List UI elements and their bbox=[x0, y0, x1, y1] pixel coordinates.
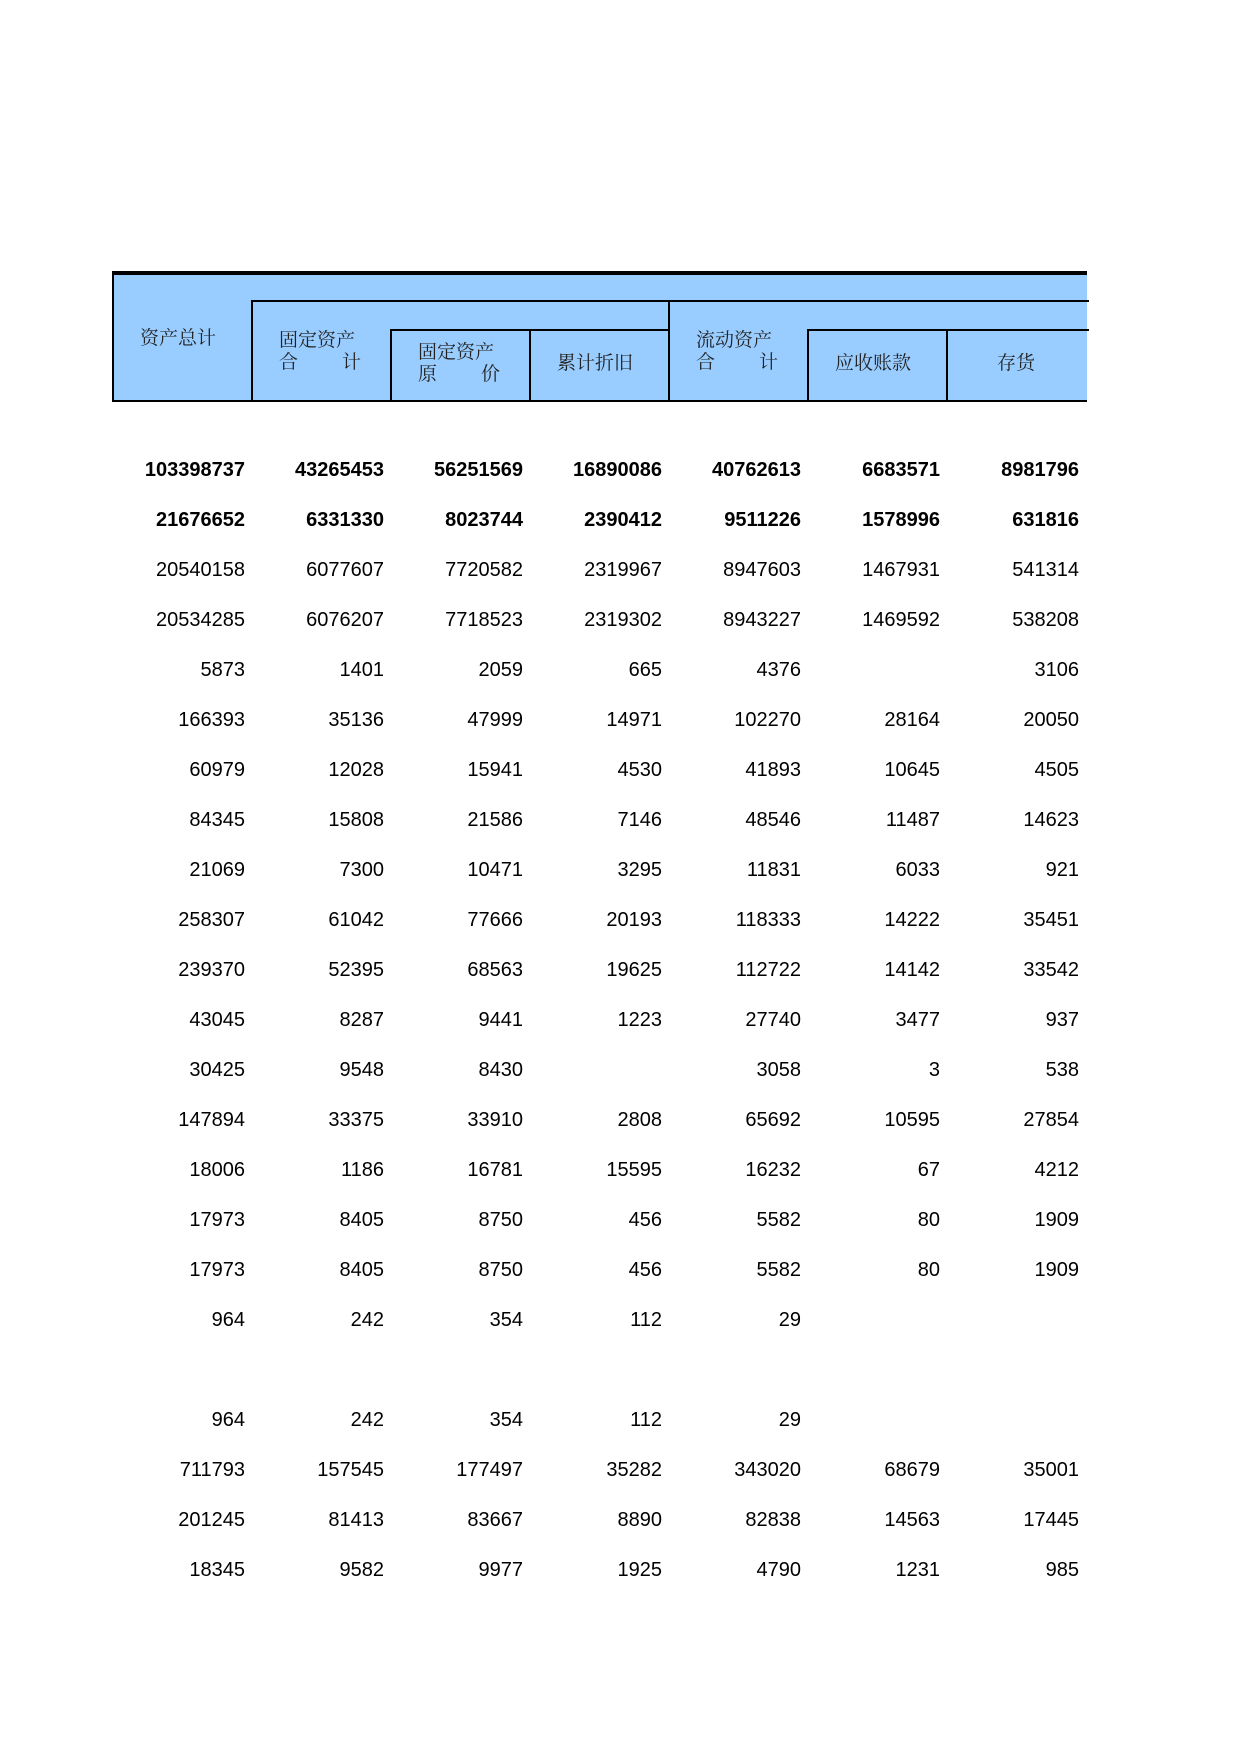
table-cell[interactable]: 2319967 bbox=[584, 559, 662, 581]
table-cell[interactable]: 242 bbox=[350, 1309, 384, 1331]
table-cell[interactable]: 8981796 bbox=[1001, 459, 1079, 481]
table-cell[interactable]: 9977 bbox=[478, 1559, 523, 1581]
table-cell[interactable]: 8947603 bbox=[723, 559, 801, 581]
table-row bbox=[112, 1560, 1087, 1610]
table-row bbox=[112, 1510, 1087, 1560]
table-cell[interactable]: 28164 bbox=[884, 709, 940, 731]
table-cell[interactable]: 538 bbox=[1045, 1059, 1079, 1081]
header-fixed-assets-total: 固定资产 合 计 bbox=[279, 329, 361, 373]
table-cell[interactable]: 20540158 bbox=[156, 559, 245, 581]
table-cell[interactable]: 30425 bbox=[189, 1059, 245, 1081]
table-cell[interactable]: 4790 bbox=[756, 1559, 801, 1581]
table-cell[interactable]: 964 bbox=[211, 1309, 245, 1331]
table-cell[interactable]: 65692 bbox=[745, 1109, 801, 1131]
table-cell[interactable]: 343020 bbox=[734, 1459, 801, 1481]
table-row bbox=[112, 1260, 1087, 1310]
header-divider bbox=[668, 300, 670, 402]
table-cell[interactable]: 6077607 bbox=[306, 559, 384, 581]
table-cell[interactable]: 9582 bbox=[339, 1559, 384, 1581]
table-cell[interactable]: 16781 bbox=[467, 1159, 523, 1181]
table-cell[interactable]: 14222 bbox=[884, 909, 940, 931]
table-cell[interactable]: 6033 bbox=[895, 859, 940, 881]
table-cell[interactable]: 2808 bbox=[617, 1109, 662, 1131]
table-cell[interactable]: 19625 bbox=[606, 959, 662, 981]
table-cell[interactable]: 29 bbox=[778, 1409, 801, 1431]
table-cell[interactable]: 33910 bbox=[467, 1109, 523, 1131]
table-cell[interactable]: 354 bbox=[489, 1409, 523, 1431]
table-cell[interactable]: 118333 bbox=[735, 909, 801, 931]
table-cell[interactable]: 1231 bbox=[895, 1559, 940, 1581]
table-cell[interactable]: 20193 bbox=[606, 909, 662, 931]
table-row bbox=[112, 1210, 1087, 1260]
table-cell[interactable]: 8430 bbox=[478, 1059, 523, 1081]
header-divider bbox=[390, 329, 670, 331]
empty-row bbox=[112, 1360, 1087, 1410]
table-cell[interactable]: 964 bbox=[211, 1409, 245, 1431]
table-cell[interactable]: 9511226 bbox=[724, 509, 801, 531]
table-cell[interactable]: 80 bbox=[917, 1209, 940, 1231]
table-cell[interactable]: 10595 bbox=[884, 1109, 940, 1131]
table-cell[interactable]: 1186 bbox=[340, 1159, 384, 1181]
table-cell[interactable]: 43045 bbox=[189, 1009, 245, 1031]
table-cell[interactable]: 8943227 bbox=[723, 609, 801, 631]
table-cell[interactable]: 35451 bbox=[1023, 909, 1079, 931]
table-cell[interactable]: 17973 bbox=[189, 1209, 245, 1231]
table-cell[interactable]: 5582 bbox=[756, 1209, 801, 1231]
table-cell[interactable]: 35282 bbox=[606, 1459, 662, 1481]
table-cell[interactable]: 6076207 bbox=[306, 609, 384, 631]
table-cell[interactable]: 3295 bbox=[617, 859, 662, 881]
table-cell[interactable]: 27854 bbox=[1023, 1109, 1079, 1131]
table-cell[interactable]: 711793 bbox=[179, 1459, 245, 1481]
table-cell[interactable]: 8405 bbox=[339, 1209, 384, 1231]
header-accounts-receivable: 应收账款 bbox=[835, 352, 912, 374]
table-cell[interactable]: 242 bbox=[350, 1409, 384, 1431]
table-cell[interactable]: 61042 bbox=[328, 909, 384, 931]
header-divider bbox=[390, 329, 392, 402]
table-cell[interactable]: 81413 bbox=[328, 1509, 384, 1531]
table-cell[interactable]: 18006 bbox=[189, 1159, 245, 1181]
table-cell[interactable]: 83667 bbox=[467, 1509, 523, 1531]
table-cell[interactable]: 4212 bbox=[1034, 1159, 1079, 1181]
table-cell[interactable]: 52395 bbox=[328, 959, 384, 981]
table-cell[interactable]: 18345 bbox=[189, 1559, 245, 1581]
table-cell[interactable]: 1578996 bbox=[862, 509, 940, 531]
header-accumulated-depreciation: 累计折旧 bbox=[557, 352, 634, 374]
table-cell[interactable]: 8287 bbox=[339, 1009, 384, 1031]
table-cell[interactable]: 1925 bbox=[617, 1559, 662, 1581]
table-cell[interactable]: 354 bbox=[489, 1309, 523, 1331]
table-cell[interactable]: 7300 bbox=[339, 859, 384, 881]
table-cell[interactable]: 20050 bbox=[1023, 709, 1079, 731]
table-cell[interactable]: 157545 bbox=[317, 1459, 384, 1481]
table-cell[interactable]: 3106 bbox=[1034, 659, 1079, 681]
table-row bbox=[112, 1410, 1087, 1460]
table-row bbox=[112, 560, 1087, 610]
header-divider bbox=[946, 329, 948, 402]
table-cell[interactable]: 67 bbox=[917, 1159, 940, 1181]
table-cell[interactable]: 80 bbox=[917, 1259, 940, 1281]
table-cell[interactable]: 5582 bbox=[756, 1259, 801, 1281]
table-cell[interactable]: 112 bbox=[630, 1309, 662, 1331]
table-cell[interactable]: 10471 bbox=[467, 859, 523, 881]
table-cell[interactable]: 35136 bbox=[328, 709, 384, 731]
table-cell[interactable]: 16232 bbox=[745, 1159, 801, 1181]
table-cell[interactable]: 2390412 bbox=[584, 509, 662, 531]
table-row bbox=[112, 1060, 1087, 1110]
table-cell[interactable]: 103398737 bbox=[144, 459, 245, 481]
table-cell[interactable]: 21069 bbox=[189, 859, 245, 881]
table-cell[interactable]: 8890 bbox=[617, 1509, 662, 1531]
table-cell[interactable]: 4376 bbox=[756, 659, 801, 681]
table-row bbox=[112, 1160, 1087, 1210]
table-cell[interactable]: 1469592 bbox=[862, 609, 940, 631]
header-divider bbox=[251, 300, 1089, 302]
table-cell[interactable]: 43265453 bbox=[295, 459, 384, 481]
table-cell[interactable]: 6683571 bbox=[862, 459, 940, 481]
table-cell[interactable]: 33375 bbox=[328, 1109, 384, 1131]
table-row bbox=[112, 460, 1087, 510]
table-cell[interactable]: 7146 bbox=[617, 809, 662, 831]
table-cell[interactable]: 8405 bbox=[339, 1259, 384, 1281]
table-row bbox=[112, 710, 1087, 760]
table-cell[interactable]: 68679 bbox=[884, 1459, 940, 1481]
table-cell[interactable]: 11487 bbox=[885, 809, 940, 831]
table-cell[interactable]: 21676652 bbox=[156, 509, 245, 531]
header-divider bbox=[251, 300, 253, 402]
table-cell[interactable]: 15808 bbox=[328, 809, 384, 831]
table-body bbox=[112, 460, 1087, 1610]
table-row bbox=[112, 660, 1087, 710]
table-cell[interactable]: 15941 bbox=[467, 759, 523, 781]
table-cell[interactable]: 17973 bbox=[189, 1259, 245, 1281]
table-cell[interactable]: 4530 bbox=[617, 759, 662, 781]
table-cell[interactable]: 631816 bbox=[1012, 509, 1079, 531]
table-cell[interactable]: 985 bbox=[1045, 1559, 1079, 1581]
table-row bbox=[112, 1310, 1087, 1360]
table-row bbox=[112, 1010, 1087, 1060]
header-fixed-assets-original: 固定资产 原 价 bbox=[418, 341, 500, 385]
table-cell[interactable]: 3058 bbox=[756, 1059, 801, 1081]
table-cell[interactable]: 201245 bbox=[178, 1509, 245, 1531]
table-row bbox=[112, 960, 1087, 1010]
table-row bbox=[112, 860, 1087, 910]
table-row bbox=[112, 510, 1087, 560]
table-cell[interactable]: 112722 bbox=[735, 959, 801, 981]
table-cell[interactable]: 35001 bbox=[1023, 1459, 1079, 1481]
table-cell[interactable]: 14971 bbox=[606, 709, 662, 731]
table-cell[interactable]: 6331330 bbox=[306, 509, 384, 531]
table-cell[interactable]: 15595 bbox=[606, 1159, 662, 1181]
table-cell[interactable]: 3477 bbox=[895, 1009, 940, 1031]
table-cell[interactable]: 9548 bbox=[339, 1059, 384, 1081]
table-cell[interactable]: 77666 bbox=[467, 909, 523, 931]
table-cell[interactable]: 40762613 bbox=[712, 459, 801, 481]
header-divider bbox=[807, 329, 1089, 331]
table-cell[interactable]: 7718523 bbox=[445, 609, 523, 631]
table-cell[interactable]: 1909 bbox=[1034, 1259, 1079, 1281]
table-cell[interactable]: 82838 bbox=[745, 1509, 801, 1531]
table-cell[interactable]: 1909 bbox=[1034, 1209, 1079, 1231]
table-cell[interactable]: 84345 bbox=[189, 809, 245, 831]
table-cell[interactable]: 48546 bbox=[745, 809, 801, 831]
header-current-assets-total: 流动资产 合 计 bbox=[696, 329, 778, 373]
table-cell[interactable]: 8750 bbox=[478, 1209, 523, 1231]
header-divider bbox=[529, 329, 531, 402]
table-cell[interactable]: 147894 bbox=[178, 1109, 245, 1131]
table-cell[interactable]: 2059 bbox=[478, 659, 523, 681]
header-total-assets: 资产总计 bbox=[140, 327, 217, 349]
table-cell[interactable]: 541314 bbox=[1012, 559, 1079, 581]
table-header bbox=[112, 271, 1087, 402]
table-cell[interactable]: 3 bbox=[928, 1059, 940, 1081]
table-cell[interactable]: 1467931 bbox=[862, 559, 940, 581]
table-row bbox=[112, 760, 1087, 810]
table-cell[interactable]: 456 bbox=[628, 1259, 662, 1281]
table-cell[interactable]: 20534285 bbox=[156, 609, 245, 631]
table-cell[interactable]: 68563 bbox=[467, 959, 523, 981]
table-cell[interactable]: 14623 bbox=[1023, 809, 1079, 831]
header-inventory: 存货 bbox=[997, 352, 1036, 374]
table-row bbox=[112, 1460, 1087, 1510]
table-cell[interactable]: 7720582 bbox=[445, 559, 523, 581]
table-cell[interactable]: 17445 bbox=[1023, 1509, 1079, 1531]
table-cell[interactable]: 665 bbox=[628, 659, 662, 681]
table-cell[interactable]: 5873 bbox=[200, 659, 245, 681]
table-cell[interactable]: 14142 bbox=[884, 959, 940, 981]
table-cell[interactable]: 2319302 bbox=[584, 609, 662, 631]
table-cell[interactable]: 1223 bbox=[617, 1009, 662, 1031]
table-row bbox=[112, 1110, 1087, 1160]
table-cell[interactable]: 8750 bbox=[478, 1259, 523, 1281]
table-cell[interactable]: 937 bbox=[1045, 1009, 1079, 1031]
table-cell[interactable]: 258307 bbox=[178, 909, 245, 931]
table-cell[interactable]: 12028 bbox=[328, 759, 384, 781]
table-cell[interactable]: 11831 bbox=[746, 859, 801, 881]
table-cell[interactable]: 177497 bbox=[456, 1459, 523, 1481]
table-cell[interactable]: 27740 bbox=[745, 1009, 801, 1031]
table-cell[interactable]: 60979 bbox=[189, 759, 245, 781]
table-cell[interactable]: 41893 bbox=[745, 759, 801, 781]
table-cell[interactable]: 538208 bbox=[1012, 609, 1079, 631]
table-cell[interactable]: 10645 bbox=[884, 759, 940, 781]
table-cell[interactable]: 33542 bbox=[1023, 959, 1079, 981]
table-cell[interactable]: 16890086 bbox=[573, 459, 662, 481]
table-cell[interactable]: 921 bbox=[1045, 859, 1079, 881]
table-row bbox=[112, 610, 1087, 660]
table-cell[interactable]: 1401 bbox=[339, 659, 384, 681]
table-cell[interactable]: 9441 bbox=[478, 1009, 523, 1031]
table-cell[interactable]: 8023744 bbox=[445, 509, 523, 531]
table-cell[interactable]: 14563 bbox=[884, 1509, 940, 1531]
table-cell[interactable]: 166393 bbox=[178, 709, 245, 731]
table-cell[interactable]: 29 bbox=[778, 1309, 801, 1331]
table-cell[interactable]: 239370 bbox=[178, 959, 245, 981]
table-cell[interactable]: 102270 bbox=[734, 709, 801, 731]
table-cell[interactable]: 21586 bbox=[467, 809, 523, 831]
header-divider bbox=[807, 329, 809, 402]
table-cell[interactable]: 47999 bbox=[467, 709, 523, 731]
table-row bbox=[112, 810, 1087, 860]
table-row bbox=[112, 910, 1087, 960]
table-cell[interactable]: 112 bbox=[630, 1409, 662, 1431]
table-cell[interactable]: 56251569 bbox=[434, 459, 523, 481]
table-cell[interactable]: 456 bbox=[628, 1209, 662, 1231]
table-cell[interactable]: 4505 bbox=[1034, 759, 1079, 781]
